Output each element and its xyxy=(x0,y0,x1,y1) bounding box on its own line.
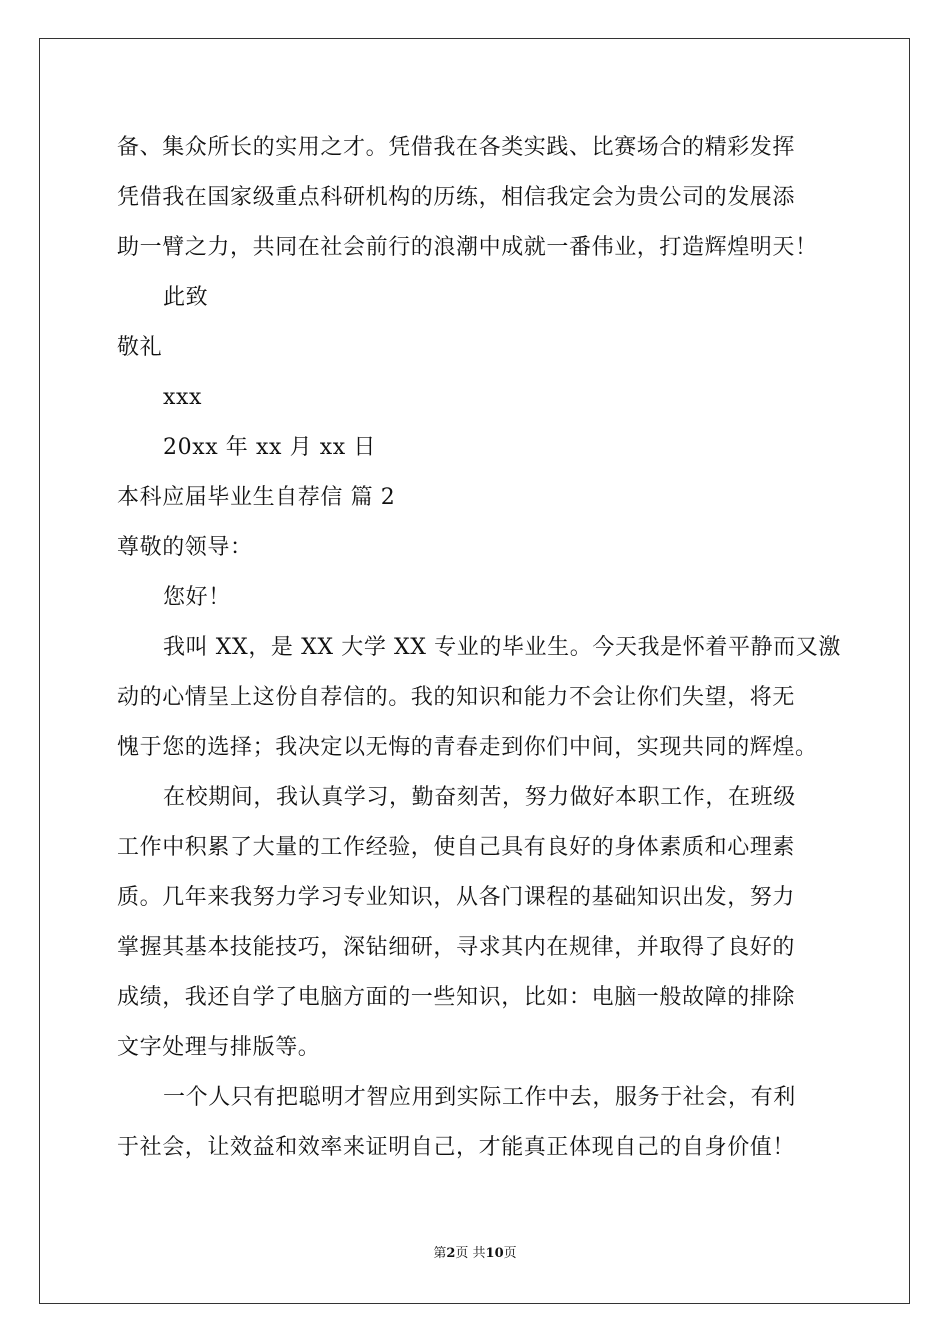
text-line-14: 在校期间，我认真学习，勤奋刻苦，努力做好本职工作，在班级 xyxy=(163,785,796,810)
text-line-20: 一个人只有把聪明才智应用到实际工作中去，服务于社会，有利 xyxy=(163,1085,796,1110)
footer-page-number: 2 xyxy=(446,1246,456,1261)
signature-name: xxx xyxy=(163,385,203,410)
signature-date: 20xx 年 xx 月 xx 日 xyxy=(163,435,377,460)
text-line-18: 成绩，我还自学了电脑方面的一些知识，比如：电脑一般故障的排除 xyxy=(117,985,796,1010)
section-heading: 本科应届毕业生自荐信 篇 2 xyxy=(117,485,396,510)
text-line-12: 动的心情呈上这份自荐信的。我的知识和能力不会让你们失望，将无 xyxy=(117,685,796,710)
text-line-1: 备、集众所长的实用之才。凭借我在各类实践、比赛场合的精彩发挥 xyxy=(117,135,796,160)
footer-suffix: 页 xyxy=(503,1246,517,1261)
footer-prefix: 第 xyxy=(433,1246,447,1261)
footer-mid: 页 共 xyxy=(455,1246,486,1261)
text-line-15: 工作中积累了大量的工作经验，使自己具有良好的身体素质和心理素 xyxy=(117,835,796,860)
text-line-11: 我叫 XX，是 XX 大学 XX 专业的毕业生。今天我是怀着平静而又激 xyxy=(163,635,841,660)
text-line-21: 于社会，让效益和效率来证明自己，才能真正体现自己的自身价值！ xyxy=(117,1135,796,1160)
salutation-closing: 此致 xyxy=(163,285,209,310)
text-line-19: 文字处理与排版等。 xyxy=(117,1035,321,1060)
text-line-2: 凭借我在国家级重点科研机构的历练，相信我定会为贵公司的发展添 xyxy=(117,185,796,210)
text-line-16: 质。几年来我努力学习专业知识，从各门课程的基础知识出发，努力 xyxy=(117,885,796,910)
text-line-3: 助一臂之力，共同在社会前行的浪潮中成就一番伟业，打造辉煌明天！ xyxy=(117,235,818,260)
text-line-13: 愧于您的选择；我决定以无悔的青春走到你们中间，实现共同的辉煌。 xyxy=(117,735,818,760)
text-line-17: 掌握其基本技能技巧，深钻细研，寻求其内在规律，并取得了良好的 xyxy=(117,935,796,960)
greeting-recipient: 尊敬的领导： xyxy=(117,535,253,560)
regards: 敬礼 xyxy=(117,335,163,360)
page-footer xyxy=(0,1245,950,1263)
greeting-hello: 您好！ xyxy=(163,585,231,610)
page-border xyxy=(39,38,910,1304)
footer-total-pages: 10 xyxy=(485,1246,504,1261)
